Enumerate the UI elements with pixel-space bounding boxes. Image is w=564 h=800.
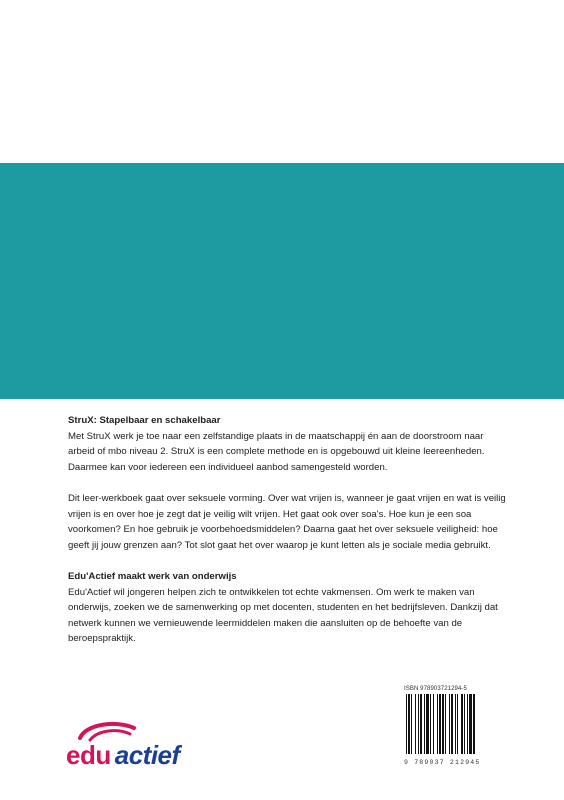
section2-heading: Edu'Actief maakt werk van onderwijs bbox=[68, 570, 237, 582]
isbn-digits: 9 789037 212945 bbox=[404, 759, 481, 766]
teal-band bbox=[0, 163, 564, 399]
section1-heading: StruX: Stapelbaar en schakelbaar bbox=[68, 415, 221, 426]
logo-wordmark bbox=[66, 740, 180, 771]
isbn-label: ISBN 978903721294-5 bbox=[404, 686, 467, 692]
isbn-barcode-block bbox=[404, 686, 510, 770]
section2-para: Edu'Actief wil jongeren helpen zich te ontwikkelen tot echte vakmensen. Om werk te maken van onderwijs, zoeken we de samenwerking op met docenten, studenten en het bedrijfsleven. Dankzij dat netwerk kunnen we vernieuwende leermiddelen maken die aansluiten op de behoefte van de beroepspraktijk. bbox=[68, 586, 498, 645]
eduactief-logo bbox=[66, 718, 216, 778]
barcode-icon bbox=[404, 694, 510, 754]
logo-actief: actief bbox=[114, 740, 180, 770]
logo-edu: edu bbox=[66, 740, 111, 770]
section1-para1: Met StruX werk je toe naar een zelfstandige plaats in de maatschappij én aan de doorstroom naar arbeid of mbo niveau 2. StruX is een complete methode en is opgebouwd uit kleine leereenheden. Daarmee kan voor iedereen een individueel aanbod samengesteld worden. bbox=[68, 430, 485, 473]
back-cover-text bbox=[68, 413, 508, 647]
section1-para2: Dit leer-werkboek gaat over seksuele vorming. Over wat vrijen is, wanneer je gaat vrijen en wat is veilig vrijen is en over hoe je zegt dat je veilig wilt vrijen. Het gaat ook over soa's. Hoe kun je een soa voorkomen? En hoe gebruik je voorbehoedsmiddelen? Daarna gaat het over seksuele veiligheid: hoe geeft jij jouw grenzen aan? Tot slot gaat het over waarop je kunt letten als je sociale media gebruikt. bbox=[68, 492, 506, 551]
